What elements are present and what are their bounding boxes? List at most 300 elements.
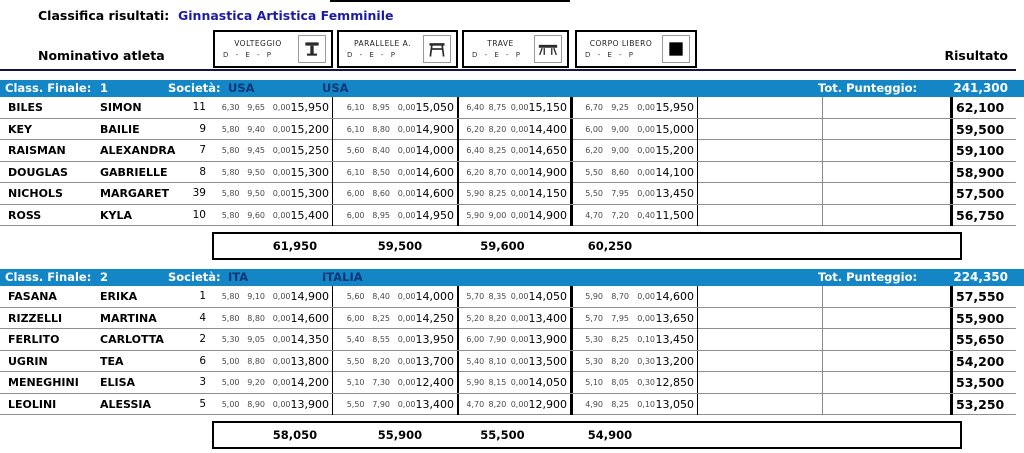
bars-scores: [339, 308, 457, 329]
column-divider: [822, 329, 823, 350]
vault-total-score: 15,300: [290, 187, 329, 200]
vault-p-score: 0,00: [272, 103, 291, 112]
vault-scores: [214, 162, 332, 183]
vault-team-total: 58,050: [272, 428, 318, 442]
beam-d-score: 5,20: [466, 313, 485, 323]
vault-scores: [214, 351, 332, 372]
vault-scores: [214, 205, 332, 226]
bars-scores: [339, 162, 457, 183]
beam-p-score: 0,00: [510, 292, 529, 301]
athlete-result: 56,750: [956, 207, 1005, 223]
floor-d-score: 6,20: [585, 146, 603, 155]
bars-total-score: 14,250: [415, 311, 454, 325]
athlete-result: 57,500: [956, 186, 1005, 201]
vault-d-score: 5,80: [221, 189, 240, 198]
floor-e-score: 8,20: [611, 356, 629, 366]
apparatus-name: PARALLELE A.: [354, 39, 411, 48]
vault-p-score: 0,00: [272, 378, 291, 387]
athlete-bib-number: 2: [199, 333, 206, 345]
athlete-row[interactable]: [0, 372, 1016, 394]
athlete-result: 62,100: [956, 100, 1005, 115]
beam-scores: [462, 372, 570, 393]
athlete-row[interactable]: [0, 394, 1016, 416]
beam-e-score: 8,20: [488, 313, 507, 323]
bars-total-score: 15,050: [415, 101, 454, 114]
athlete-result: 55,650: [956, 332, 1005, 347]
athlete-bib-number: 11: [192, 101, 206, 113]
beam-scores: [462, 97, 570, 118]
beam-e-score: 8,25: [488, 146, 507, 155]
vault-e-score: 9,65: [247, 103, 265, 112]
bars-e-score: 8,80: [372, 124, 390, 134]
column-divider: [697, 140, 698, 161]
athlete-first-name: ALESSIA: [100, 397, 151, 411]
athlete-row[interactable]: [0, 329, 1016, 351]
bars-total-score: 14,600: [415, 165, 454, 179]
beam-total-score: 13,900: [528, 333, 568, 346]
column-divider: [822, 351, 823, 372]
floor-d-score: 4,90: [585, 399, 603, 409]
floor-total-score: 13,200: [655, 354, 694, 368]
apparatus-name: CORPO LIBERO: [589, 39, 653, 48]
column-divider: [697, 372, 698, 393]
athlete-bib-number: 39: [192, 187, 206, 199]
vault-e-score: 8,90: [247, 399, 265, 409]
beam-e-score: 7,90: [488, 335, 507, 344]
athlete-last-name: KEY: [8, 122, 33, 136]
column-divider: [570, 97, 573, 118]
result-divider: [950, 119, 953, 140]
athlete-first-name: MARGARET: [100, 187, 169, 200]
team-header-bar: [0, 80, 1024, 97]
floor-p-score: 0,00: [637, 124, 655, 134]
classifica-label: Classifica risultati:: [38, 8, 170, 23]
floor-d-score: 6,00: [585, 124, 603, 134]
beam-d-score: 6,20: [466, 167, 485, 177]
column-divider: [822, 205, 823, 226]
beam-total-score: 13,500: [528, 354, 568, 368]
dep-legend: D - E - P: [223, 51, 274, 59]
bars-d-score: 6,10: [346, 124, 365, 134]
floor-p-score: 0,30: [637, 356, 655, 366]
vault-e-score: 8,80: [247, 313, 265, 323]
floor-p-score: 0,00: [637, 103, 655, 112]
athlete-bib-number: 8: [199, 165, 206, 178]
vault-d-score: 5,30: [221, 335, 240, 344]
vault-total-score: 15,950: [290, 101, 329, 114]
result-divider: [950, 372, 953, 393]
athlete-last-name: BILES: [8, 101, 43, 114]
bars-total-score: 13,400: [415, 397, 454, 411]
athlete-result: 54,200: [956, 353, 1005, 369]
result-divider: [950, 97, 953, 118]
vault-e-score: 9,50: [247, 167, 265, 177]
tot-punteggio-label: Tot. Punteggio:: [818, 81, 918, 95]
athlete-row[interactable]: [0, 140, 1016, 162]
bars-p-score: 0,00: [397, 189, 416, 198]
bars-p-score: 0,00: [397, 356, 416, 366]
column-divider: [457, 140, 459, 161]
athlete-first-name: BAILIE: [100, 122, 140, 136]
athlete-bib-number: 7: [199, 144, 206, 156]
column-divider: [570, 119, 573, 140]
floor-total-score: 15,000: [655, 122, 694, 136]
athlete-last-name: RAISMAN: [8, 144, 66, 157]
vault-total-score: 13,800: [290, 354, 329, 368]
athlete-bib-number: 6: [199, 354, 206, 367]
floor-total-score: 11,500: [655, 208, 694, 222]
bars-total-score: 14,900: [415, 122, 454, 136]
beam-p-score: 0,00: [510, 399, 529, 409]
beam-total-score: 14,050: [528, 290, 568, 303]
column-divider: [697, 286, 698, 307]
athlete-last-name: RIZZELLI: [8, 311, 63, 325]
athlete-last-name: DOUGLAS: [8, 165, 68, 179]
athlete-row[interactable]: [0, 205, 1016, 227]
bars-p-score: 0,00: [397, 210, 416, 220]
beam-total-score: 14,900: [528, 165, 568, 179]
floor-total-score: 15,950: [655, 101, 694, 114]
bars-e-score: 7,30: [372, 378, 390, 387]
apparatus-header-corpo-libero: [575, 30, 697, 68]
apparatus-name: TRAVE: [487, 39, 514, 48]
beam-d-score: 6,40: [466, 103, 485, 112]
column-divider: [570, 205, 573, 226]
column-divider: [570, 162, 573, 183]
floor-scores: [577, 351, 697, 372]
athlete-bib-number: 3: [199, 376, 206, 388]
societa-label: Società:: [168, 270, 221, 284]
column-divider: [332, 97, 333, 118]
athlete-row[interactable]: [0, 351, 1016, 373]
floor-d-score: 5,50: [585, 189, 603, 198]
athlete-first-name: CARLOTTA: [100, 333, 164, 346]
floor-p-score: 0,00: [637, 167, 655, 177]
apparatus-header-volteggio: [213, 30, 333, 68]
bars-scores: [339, 183, 457, 204]
team-rank: 2: [100, 270, 109, 284]
floor-d-score: 5,50: [585, 167, 603, 177]
floor-p-score: 0,00: [637, 313, 655, 323]
vault-p-score: 0,00: [272, 146, 291, 155]
beam-d-score: 5,90: [466, 189, 485, 198]
team-name: ITALIA: [322, 270, 363, 284]
bars-p-score: 0,00: [397, 378, 416, 387]
vault-scores: [214, 183, 332, 204]
athlete-last-name: LEOLINI: [8, 397, 57, 411]
athlete-last-name: FERLITO: [8, 333, 60, 346]
column-divider: [570, 329, 573, 350]
floor-d-score: 5,70: [585, 313, 603, 323]
vault-total-score: 14,350: [290, 333, 329, 346]
beam-p-score: 0,00: [510, 335, 529, 344]
floor-total-score: 14,600: [655, 290, 694, 303]
beam-d-score: 6,20: [466, 124, 485, 134]
column-divider: [457, 162, 459, 183]
column-divider: [570, 183, 573, 204]
athlete-result: 59,500: [956, 121, 1005, 137]
bars-total-score: 14,000: [415, 290, 454, 303]
column-divider: [457, 97, 459, 118]
floor-scores: [577, 140, 697, 161]
result-divider: [950, 394, 953, 415]
bars-scores: [339, 372, 457, 393]
floor-e-score: 7,20: [611, 210, 629, 220]
floor-team-total: 54,900: [587, 428, 633, 442]
column-divider: [457, 183, 459, 204]
bars-e-score: 8,40: [372, 292, 390, 301]
vault-team-total: 61,950: [272, 239, 318, 253]
vault-d-score: 5,80: [221, 167, 240, 177]
athlete-row[interactable]: [0, 119, 1016, 141]
floor-e-score: 9,00: [611, 146, 629, 155]
athlete-rows: [0, 286, 1016, 415]
beam-d-score: 4,70: [466, 399, 485, 409]
athlete-row[interactable]: [0, 183, 1016, 205]
dep-legend: D - E - P: [472, 51, 523, 59]
floor-d-score: 5,90: [585, 292, 603, 301]
athlete-result: 55,900: [956, 310, 1005, 326]
athlete-bib-number: 10: [192, 208, 206, 221]
bars-team-total: 59,500: [377, 239, 423, 253]
vault-d-score: 5,00: [221, 399, 240, 409]
floor-e-score: 7,95: [611, 189, 629, 198]
bars-scores: [339, 351, 457, 372]
result-divider: [950, 351, 953, 372]
floor-total-score: 13,050: [655, 397, 694, 411]
column-divider: [697, 205, 698, 226]
bars-e-score: 8,50: [372, 167, 390, 177]
beam-e-score: 8,20: [488, 124, 507, 134]
result-divider: [950, 205, 953, 226]
vault-e-score: 9,60: [247, 210, 265, 220]
column-divider: [697, 351, 698, 372]
column-divider: [332, 394, 333, 415]
vault-scores: [214, 286, 332, 307]
column-divider: [457, 205, 459, 226]
beam-total-score: 14,900: [528, 208, 568, 222]
bars-scores: [339, 286, 457, 307]
column-divider: [822, 286, 823, 307]
column-divider: [822, 97, 823, 118]
bars-e-score: 8,25: [372, 313, 390, 323]
column-divider: [457, 394, 459, 415]
bars-d-score: 6,00: [346, 189, 365, 198]
floor-scores: [577, 205, 697, 226]
athlete-row[interactable]: [0, 162, 1016, 184]
beam-scores: [462, 394, 570, 415]
column-divider: [570, 286, 573, 307]
bars-scores: [339, 394, 457, 415]
apparatus-header-trave: [462, 30, 569, 68]
vault-e-score: 9,40: [247, 124, 265, 134]
athlete-result: 53,250: [956, 396, 1005, 412]
vault-d-score: 5,80: [221, 313, 240, 323]
floor-total-score: 12,850: [655, 376, 694, 389]
beam-scores: [462, 286, 570, 307]
bars-d-score: 5,50: [346, 356, 365, 366]
apparatus-name: VOLTEGGIO: [234, 39, 282, 48]
bars-e-score: 8,95: [372, 210, 390, 220]
bars-p-score: 0,00: [397, 124, 416, 134]
column-divider: [822, 140, 823, 161]
header-divider: [0, 69, 1016, 71]
vault-total-score: 14,900: [290, 290, 329, 303]
floor-e-score: 9,00: [611, 124, 629, 134]
bars-e-score: 8,20: [372, 356, 390, 366]
beam-scores: [462, 351, 570, 372]
athlete-row[interactable]: [0, 308, 1016, 330]
beam-d-score: 6,40: [466, 146, 485, 155]
vault-p-score: 0,00: [272, 292, 291, 301]
team-total-score: 224,350: [953, 270, 1008, 284]
column-divider: [822, 372, 823, 393]
column-divider: [697, 394, 698, 415]
column-divider: [332, 162, 333, 183]
vault-total-score: 15,300: [290, 165, 329, 179]
team-name: USA: [322, 81, 349, 95]
vault-scores: [214, 140, 332, 161]
floor-scores: [577, 394, 697, 415]
result-divider: [950, 308, 953, 329]
floor-scores: [577, 329, 697, 350]
vault-p-score: 0,00: [272, 313, 291, 323]
bars-e-score: 8,55: [372, 335, 390, 344]
floor-scores: [577, 97, 697, 118]
beam-d-score: 5,90: [466, 210, 485, 220]
vault-p-score: 0,00: [272, 399, 291, 409]
column-divider: [457, 351, 459, 372]
floor-d-score: 4,70: [585, 210, 603, 220]
vault-p-score: 0,00: [272, 189, 291, 198]
bars-p-score: 0,00: [397, 335, 416, 344]
team-total-score: 241,300: [953, 81, 1008, 95]
dep-legend: D - E - P: [585, 51, 636, 59]
bars-p-score: 0,00: [397, 167, 416, 177]
beam-total-score: 13,400: [528, 311, 568, 325]
beam-e-score: 9,00: [488, 210, 507, 220]
athlete-row[interactable]: [0, 286, 1016, 308]
vault-e-score: 9,50: [247, 189, 265, 198]
floor-d-score: 5,30: [585, 356, 603, 366]
beam-p-score: 0,00: [510, 124, 529, 134]
bars-d-score: 6,00: [346, 313, 365, 323]
column-divider: [332, 329, 333, 350]
athlete-first-name: MARTINA: [100, 311, 157, 325]
athlete-bib-number: 9: [199, 122, 206, 135]
vault-e-score: 9,20: [247, 378, 265, 387]
beam-p-score: 0,00: [510, 210, 529, 220]
floor-total-score: 13,650: [655, 311, 694, 325]
athlete-first-name: TEA: [100, 354, 124, 368]
floor-e-score: 8,25: [611, 335, 629, 344]
floor-d-score: 6,70: [585, 103, 603, 112]
bars-p-score: 0,00: [397, 103, 416, 112]
bars-team-total: 55,900: [377, 428, 423, 442]
beam-total-score: 14,400: [528, 122, 568, 136]
vault-scores: [214, 119, 332, 140]
team-code: ITA: [228, 270, 249, 284]
column-divider: [332, 205, 333, 226]
team-header-bar: [0, 269, 1024, 286]
result-divider: [950, 183, 953, 204]
beam-total-score: 15,150: [528, 101, 568, 114]
beam-scores: [462, 140, 570, 161]
floor-scores: [577, 308, 697, 329]
column-divider: [570, 308, 573, 329]
athlete-column-header: Nominativo atleta: [38, 48, 165, 63]
beam-d-score: 5,40: [466, 356, 485, 366]
column-divider: [822, 308, 823, 329]
apparatus-header-parallele: [337, 30, 458, 68]
floor-scores: [577, 183, 697, 204]
athlete-bib-number: 4: [199, 311, 206, 324]
beam-e-score: 8,25: [488, 189, 507, 198]
floor-p-score: 0,40: [637, 210, 655, 220]
team-rank: 1: [100, 81, 109, 95]
team-section: [0, 269, 1024, 449]
beam-e-score: 8,35: [488, 292, 507, 301]
column-divider: [822, 119, 823, 140]
beam-total-score: 14,050: [528, 376, 568, 389]
column-divider: [332, 140, 333, 161]
vault-d-score: 6,30: [221, 103, 240, 112]
column-divider: [457, 372, 459, 393]
athlete-first-name: GABRIELLE: [100, 165, 168, 179]
beam-p-score: 0,00: [510, 356, 529, 366]
bars-d-score: 6,00: [346, 210, 365, 220]
bars-total-score: 13,700: [415, 354, 454, 368]
athlete-bib-number: 1: [199, 290, 206, 302]
vault-icon: [298, 35, 326, 63]
vault-total-score: 15,250: [290, 144, 329, 157]
beam-icon: [534, 35, 562, 63]
vault-p-score: 0,00: [272, 124, 291, 134]
bars-p-score: 0,00: [397, 399, 416, 409]
bars-p-score: 0,00: [397, 313, 416, 323]
floor-e-score: 8,25: [611, 399, 629, 409]
athlete-rows: [0, 97, 1016, 226]
beam-team-total: 59,600: [480, 239, 525, 253]
vault-total-score: 14,600: [290, 311, 329, 325]
floor-scores: [577, 119, 697, 140]
tot-punteggio-label: Tot. Punteggio:: [818, 270, 918, 284]
vault-scores: [214, 329, 332, 350]
column-divider: [570, 372, 573, 393]
bars-d-score: 5,60: [346, 146, 365, 155]
vault-d-score: 5,80: [221, 210, 240, 220]
team-sections: [0, 80, 1024, 453]
bars-p-score: 0,00: [397, 146, 416, 155]
column-divider: [332, 286, 333, 307]
vault-total-score: 13,900: [290, 397, 329, 411]
dep-legend: D - E - P: [347, 51, 398, 59]
bars-total-score: 12,400: [415, 376, 454, 389]
vault-total-score: 14,200: [290, 376, 329, 389]
column-divider: [697, 119, 698, 140]
column-divider: [697, 308, 698, 329]
athlete-last-name: FASANA: [8, 290, 57, 303]
floor-total-score: 13,450: [655, 333, 694, 346]
beam-d-score: 5,90: [466, 378, 485, 387]
athlete-result: 57,550: [956, 289, 1005, 304]
bars-scores: [339, 97, 457, 118]
athlete-row[interactable]: [0, 97, 1016, 119]
column-divider: [457, 119, 459, 140]
apparatus-totals-box: [212, 232, 962, 260]
column-divider: [457, 308, 459, 329]
column-divider: [457, 286, 459, 307]
